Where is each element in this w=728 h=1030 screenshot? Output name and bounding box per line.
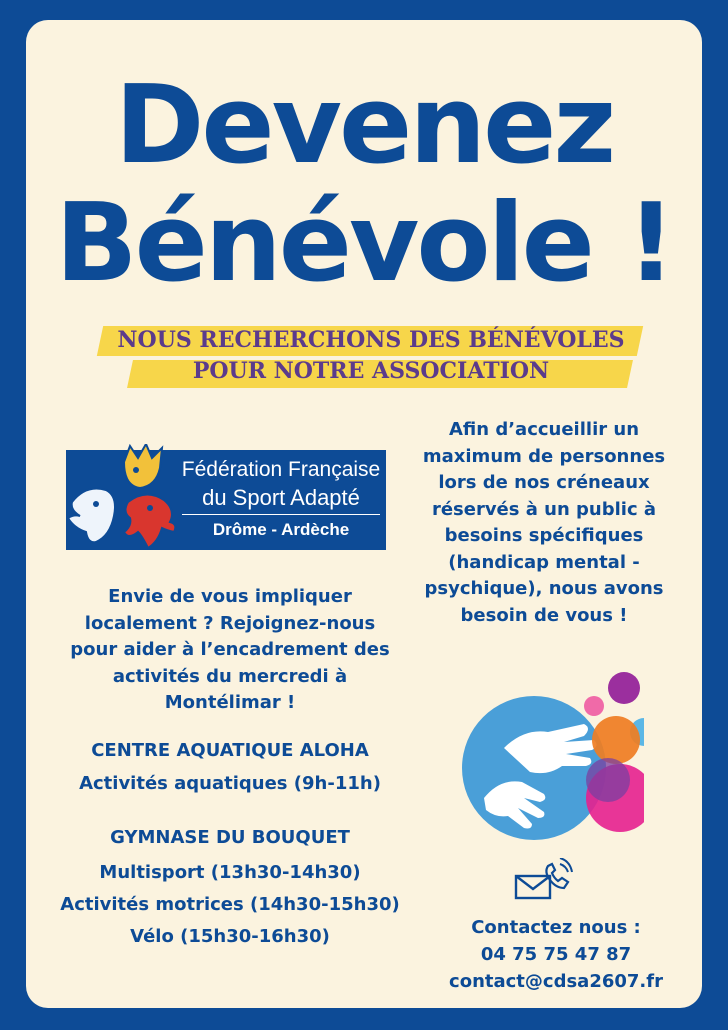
mascot-figures-icon (66, 444, 186, 552)
intro-line: lors de nos créneaux (438, 472, 650, 493)
logo-region: Drôme - Ardèche (212, 520, 350, 539)
engage-line: Envie de vous impliquer (108, 586, 352, 607)
intro-paragraph (404, 417, 684, 629)
contact-label: Contactez nous : (471, 917, 641, 938)
intro-line: réservés à un public à (431, 498, 657, 520)
intro-line: Afin d’accueillir un (448, 419, 640, 440)
ffsa-logo (66, 444, 388, 552)
venue-title: GYMNASE DU BOUQUET (110, 827, 350, 848)
venue-activity: Vélo (15h30-16h30) (130, 926, 330, 947)
intro-line: (handicap mental - (448, 551, 640, 573)
venue-activity: Activités aquatiques (9h-11h) (79, 773, 381, 794)
intro-line: besoins spécifiques (444, 525, 644, 546)
poster-card (26, 20, 702, 1008)
hands-bubbles-illustration (444, 648, 644, 848)
venue-activity: Activités motrices (14h30-15h30) (60, 894, 400, 915)
intro-line: maximum de personnes (422, 445, 666, 467)
venue-title: CENTRE AQUATIQUE ALOHA (91, 740, 369, 761)
banner-line-1: NOUS RECHERCHONS DES BÉNÉVOLES (117, 327, 625, 353)
recruitment-banner (86, 318, 656, 408)
contact-email[interactable]: contact@cdsa2607.fr (449, 971, 663, 992)
engage-paragraph (40, 584, 420, 717)
phone-mail-icon (514, 858, 574, 908)
contact-phone[interactable]: 04 75 75 47 87 (480, 944, 632, 965)
engage-line: pour aider à l’encadrement des (70, 639, 390, 660)
intro-line: besoin de vous ! (460, 604, 628, 626)
intro-line: psychique), nous avons (424, 578, 664, 599)
logo-title-line-1: Fédération Française (181, 458, 381, 481)
engage-line: localement ? Rejoignez-nous (84, 612, 376, 634)
logo-divider (182, 514, 380, 515)
venue-activity: Multisport (13h30-14h30) (99, 862, 361, 883)
headline-line-1: Devenez (114, 63, 614, 188)
headline-line-2: Bénévole ! (55, 181, 673, 306)
engage-line: activités du mercredi à (112, 665, 348, 687)
engage-line: Montélimar ! (164, 692, 296, 713)
logo-title-line-2: du Sport Adapté (202, 485, 360, 510)
banner-line-2: POUR NOTRE ASSOCIATION (192, 358, 550, 384)
